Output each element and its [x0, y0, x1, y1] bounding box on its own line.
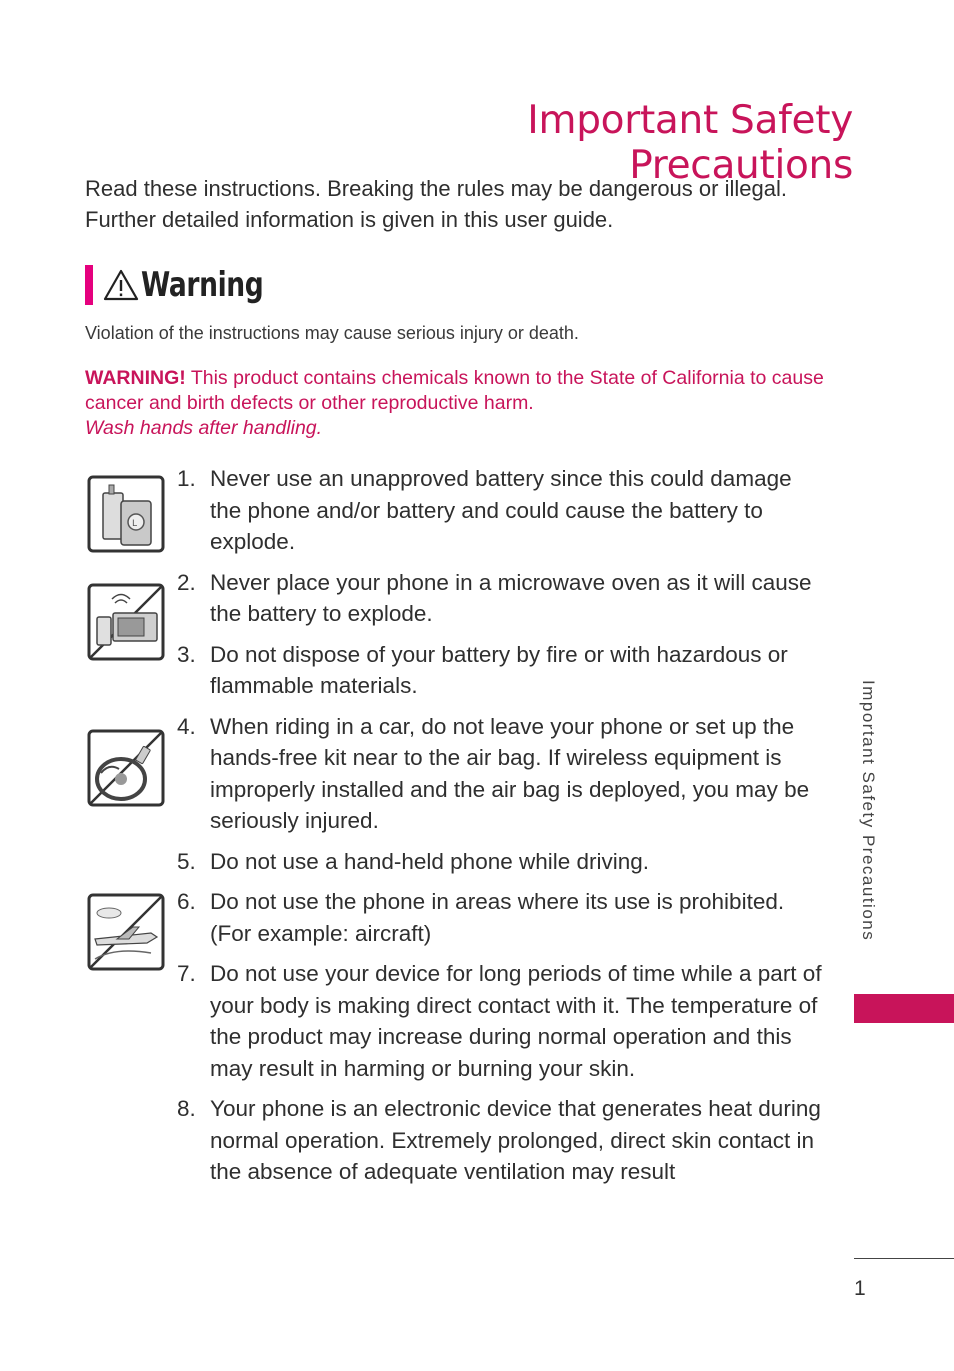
- warning-triangle-icon: [103, 268, 139, 302]
- list-text: Do not use the phone in areas where its use is prohibited. (For example: aircraft): [210, 889, 785, 946]
- intro-paragraph: Read these instructions. Breaking the rules may be dangerous or illegal. Further detailed information is given in this user guide.: [85, 176, 787, 232]
- warning-heading: [85, 264, 298, 306]
- list-text: When riding in a car, do not leave your phone or set up the hands-free kit near to the air bag. If wireless equipment is improperly installed and the air bag is deployed, you may be seriously injured.: [210, 713, 810, 833]
- california-warning-text: This product contains chemicals known to the State of California to cause cancer and birth defects or other reproductive harm.: [85, 367, 824, 414]
- side-section-label: Important Safety Precautions: [859, 680, 878, 942]
- california-warning-label: WARNING!: [85, 367, 186, 389]
- list-number: 3.: [177, 641, 196, 667]
- footer-divider: [854, 1258, 954, 1259]
- car-airbag-icon: [87, 729, 165, 807]
- warning-title: Warning: [141, 265, 264, 305]
- microwave-icon: [87, 583, 165, 661]
- list-text: Never place your phone in a microwave oven as it will cause the battery to explode.: [210, 569, 812, 626]
- violation-note: Violation of the instructions may cause serious injury or death.: [85, 323, 579, 343]
- list-item: [177, 567, 827, 630]
- list-number: 4.: [177, 713, 196, 739]
- list-number: 2.: [177, 569, 196, 595]
- list-item: [177, 639, 827, 702]
- list-item: [177, 463, 827, 558]
- list-number: 8.: [177, 1096, 196, 1121]
- list-text: Your phone is an electronic device that generates heat during normal operation. Extremely prolonged, direct skin contact in the absence of adequate ventilation may result: [210, 1096, 821, 1184]
- page-number: 1: [854, 1277, 866, 1300]
- safety-list: [177, 463, 827, 1197]
- list-number: 1.: [177, 466, 196, 491]
- page-title: Important Safety Precautions: [527, 98, 853, 189]
- list-item: [177, 1093, 827, 1188]
- list-number: 5.: [177, 848, 196, 874]
- list-text: Do not use your device for long periods of time while a part of your body is making direct contact with it. The temperature of the product may increase during normal operation and this may result in harming or burning your skin.: [210, 961, 822, 1081]
- list-number: 7.: [177, 961, 196, 986]
- list-number: 6.: [177, 889, 196, 914]
- list-text: Do not use a hand-held phone while driving.: [210, 848, 650, 874]
- list-item: [177, 846, 827, 878]
- list-item: [177, 886, 827, 949]
- list-item: [177, 958, 827, 1084]
- list-text: Do not dispose of your battery by fire or with hazardous or flammable materials.: [210, 641, 788, 698]
- warning-accent-bar: [85, 265, 93, 305]
- aircraft-icon: [87, 893, 165, 971]
- svg-text:L: L: [132, 519, 138, 529]
- side-section-tab: [854, 994, 954, 1023]
- battery-icon: [87, 475, 165, 553]
- list-item: [177, 711, 827, 837]
- list-text: Never use an unapproved battery since this could damage the phone and/or battery and could cause the battery to explode.: [210, 466, 792, 554]
- california-warning-italic: Wash hands after handling.: [85, 417, 323, 439]
- california-warning: [85, 366, 835, 441]
